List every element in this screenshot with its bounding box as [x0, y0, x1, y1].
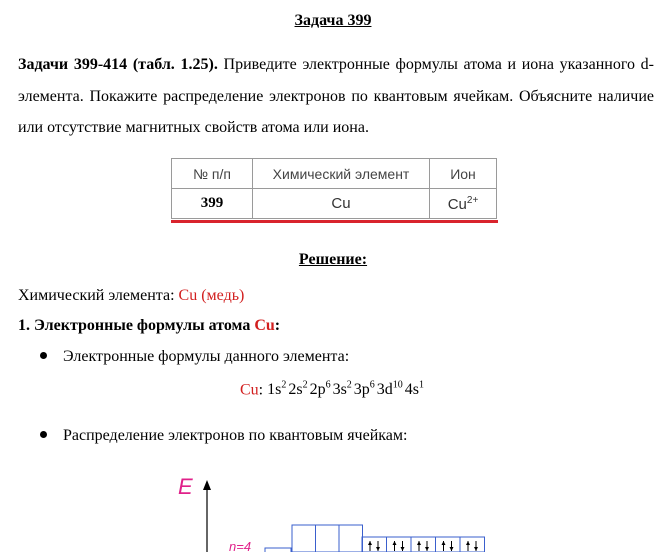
element-value: Cu (медь) — [178, 287, 245, 304]
ion-symbol: Cu — [447, 195, 467, 213]
formula-element: Cu — [239, 381, 259, 399]
cell-4d — [387, 537, 412, 552]
cell-4d — [362, 537, 387, 552]
electron-up-head-icon — [393, 541, 397, 545]
formula-separator: : — [258, 381, 268, 399]
cell-4s — [265, 548, 291, 552]
section-suffix: : — [274, 317, 281, 334]
element-label: Химический элемента: — [18, 287, 179, 304]
level-label: n=4 — [229, 539, 252, 552]
table-header-element: Химический элемент — [253, 159, 430, 189]
electron-up-head-icon — [442, 541, 446, 545]
term-orbital: 1s — [267, 381, 282, 399]
term-electrons: 6 — [369, 380, 375, 391]
electron-up-head-icon — [417, 541, 421, 545]
table-cell-element: Cu — [253, 189, 430, 219]
term-electrons: 2 — [346, 380, 352, 391]
section-prefix: 1. Электронные формулы атома — [18, 317, 255, 334]
term-orbital: 2p — [309, 381, 326, 399]
cell-4d — [411, 537, 436, 552]
term-electrons: 1 — [419, 380, 425, 391]
cell-4p — [316, 525, 340, 552]
term-orbital: 3d — [376, 381, 393, 399]
energy-axis-arrow-icon — [203, 480, 211, 490]
page-title: Задача 399 — [294, 12, 372, 29]
cell-4d — [460, 537, 485, 552]
cell-4p — [339, 525, 363, 552]
task-reference: Задачи 399-414 (табл. 1.25). — [18, 56, 218, 73]
cell-4p — [292, 525, 316, 552]
electron-up-head-icon — [368, 541, 372, 545]
cell-4d — [436, 537, 461, 552]
term-electrons: 10 — [392, 380, 403, 391]
term-electrons: 6 — [325, 380, 331, 391]
energy-axis-label: E — [178, 474, 193, 499]
term-orbital: 3p — [353, 381, 370, 399]
electron-down-head-icon — [376, 547, 380, 551]
table-header-ion: Ион — [430, 159, 497, 189]
bullet-text: Распределение электронов по квантовым ячейкам: — [63, 427, 408, 444]
cells-group — [265, 525, 485, 552]
term-orbital: 4s — [404, 381, 420, 399]
ion-charge: 2+ — [466, 194, 479, 206]
term-electrons: 2 — [281, 380, 287, 391]
table-header-num: № п/п — [172, 159, 253, 189]
table-cell-num: 399 — [172, 189, 253, 219]
task-text: Приведите электронные формулы атома и иона указанного d-элемента. Покажите распределение электронов по квантовым ячейкам. Объясните наличие или отсутствие магнитных свойств атома или иона. — [18, 56, 654, 136]
electron-down-head-icon — [474, 547, 478, 551]
electron-down-head-icon — [425, 547, 429, 551]
electron-down-head-icon — [401, 547, 405, 551]
term-orbital: 2s — [288, 381, 303, 399]
electron-down-head-icon — [450, 547, 454, 551]
bullet-text: Электронные формулы данного элемента: — [63, 348, 350, 365]
term-orbital: 3s — [332, 381, 347, 399]
solution-heading: Решение: — [298, 251, 368, 268]
section-element: Cu — [254, 317, 275, 334]
electron-up-head-icon — [466, 541, 470, 545]
term-electrons: 2 — [302, 380, 308, 391]
